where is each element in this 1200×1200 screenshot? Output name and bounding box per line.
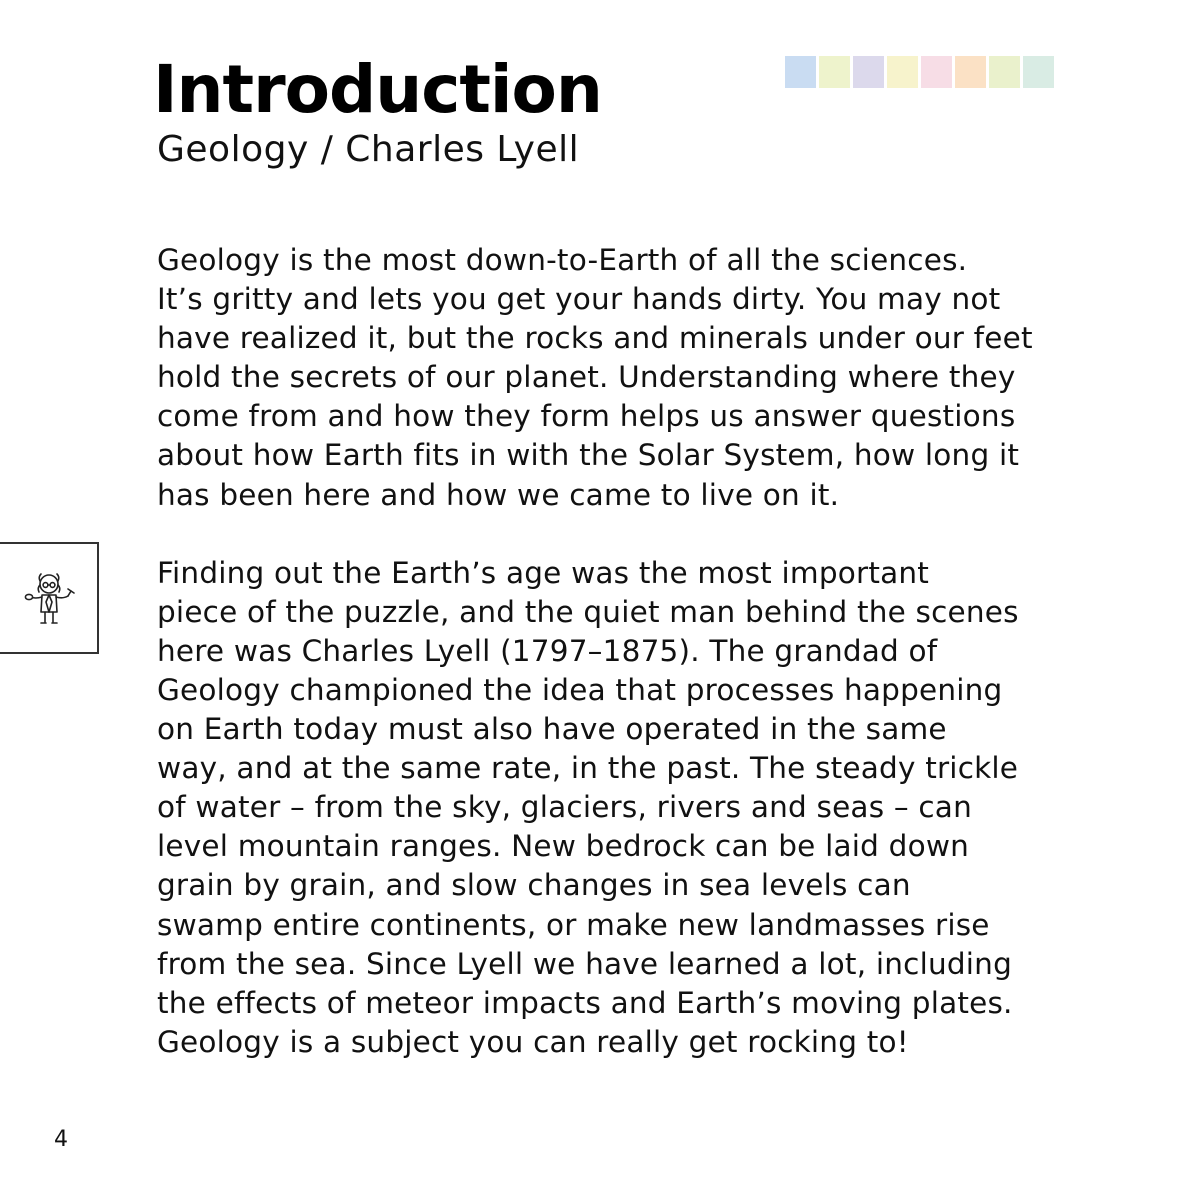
blue-swatch: [785, 56, 816, 88]
text-line: piece of the puzzle, and the quiet man behind the scenes: [157, 594, 1019, 629]
text-line: about how Earth fits in with the Solar System, how long it: [157, 438, 1020, 473]
pink-swatch: [921, 56, 952, 88]
text-line: grain by grain, and slow changes in sea levels can: [157, 868, 911, 903]
mint-swatch: [1023, 56, 1054, 88]
page-subtitle: Geology / Charles Lyell: [157, 129, 580, 170]
text-line: way, and at the same rate, in the past. The steady trickle: [157, 751, 1019, 786]
color-swatch-strip: [785, 56, 1054, 88]
body-text: [157, 241, 1092, 1062]
green-swatch: [989, 56, 1020, 88]
text-line: have realized it, but the rocks and minerals under our feet: [157, 321, 1033, 356]
charles-lyell-character-icon: [22, 568, 76, 630]
text-line: the effects of meteor impacts and Earth’s moving plates.: [157, 985, 1013, 1020]
lime-swatch: [819, 56, 850, 88]
text-line: Finding out the Earth’s age was the most important: [157, 555, 930, 590]
text-line: has been here and how we came to live on it.: [157, 477, 840, 512]
text-line: from the sea. Since Lyell we have learned a lot, including: [157, 946, 1013, 981]
orange-swatch: [955, 56, 986, 88]
character-icon-box: [0, 542, 99, 654]
page-title: Introduction: [153, 51, 602, 128]
text-line: swamp entire continents, or make new landmasses rise: [157, 907, 990, 942]
text-line: come from and how they form helps us answer questions: [157, 399, 1016, 434]
paragraph-intro: [157, 241, 1092, 515]
yellow-swatch: [887, 56, 918, 88]
text-line: It’s gritty and lets you get your hands dirty. You may not: [157, 282, 1001, 317]
text-line: of water – from the sky, glaciers, rivers and seas – can: [157, 790, 972, 825]
paragraph-lyell: [157, 554, 1092, 1062]
text-line: on Earth today must also have operated in the same: [157, 712, 947, 747]
text-line: Geology is the most down-to-Earth of all the sciences.: [157, 243, 968, 277]
text-line: Geology is a subject you can really get rocking to!: [157, 1024, 909, 1059]
text-line: Geology championed the idea that processes happening: [157, 672, 1003, 707]
text-line: level mountain ranges. New bedrock can be laid down: [157, 829, 970, 864]
text-line: here was Charles Lyell (1797–1875). The grandad of: [157, 633, 938, 668]
lavender-swatch: [853, 56, 884, 88]
page-number: 4: [54, 1127, 68, 1152]
text-line: hold the secrets of our planet. Understanding where they: [157, 360, 1016, 395]
